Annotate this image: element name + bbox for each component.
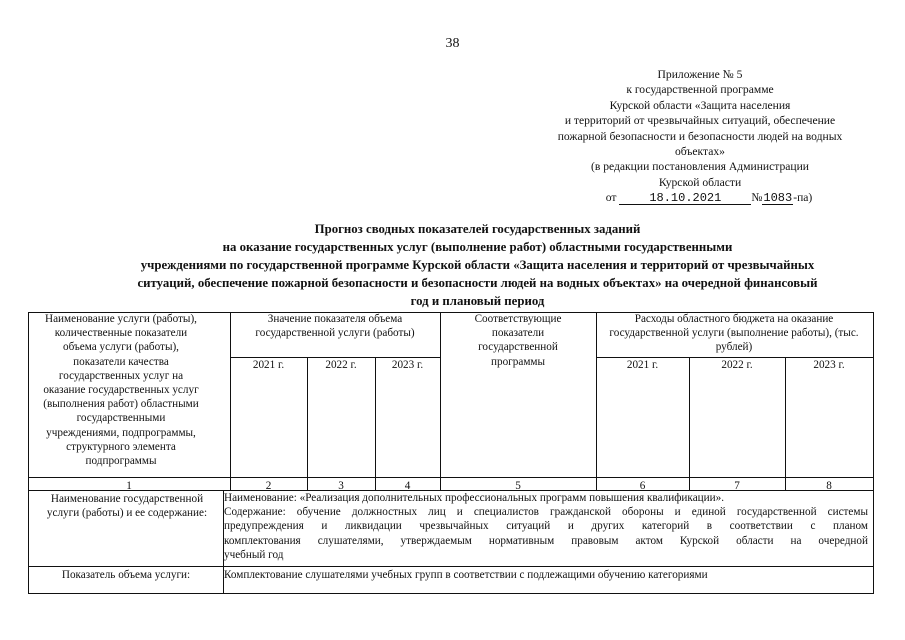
- appendix-line: (в редакции постановления Администрации: [590, 160, 810, 174]
- appendix-line: к государственной программе: [626, 83, 774, 97]
- year-2022-expenses: 2022 г.: [721, 359, 753, 371]
- header-volume-value: Значение показателя объема государственной услуги (работы): [255, 313, 415, 340]
- decree-date-line: [545, 190, 855, 205]
- col-number: 8: [826, 480, 832, 492]
- col-number: 5: [515, 480, 521, 492]
- col-number: 4: [404, 480, 411, 492]
- indicators-table: [28, 312, 874, 594]
- title-line: ситуаций, обеспечение пожарной безопасности и безопасности людей на водных объектах» на очередной финансовый: [137, 276, 818, 290]
- date-prefix: от: [605, 191, 617, 205]
- appendix-line: Курской области: [658, 175, 742, 189]
- row-service-content: [224, 491, 868, 562]
- service-content-line: комплектования слушателями, утверждаемым нормативным правовым актом Курской области на очередной: [224, 534, 868, 547]
- number-suffix: -па): [793, 191, 813, 205]
- appendix-line: и территорий от чрезвычайных ситуаций, обеспечение: [564, 114, 836, 128]
- row-volume-label: Показатель объема услуги:: [61, 569, 191, 581]
- service-content-line: предупреждения и ликвидации чрезвычайных ситуаций и других категорий в соответствии с планом: [224, 520, 868, 533]
- header-program-indicators: Соответствующие показатели государственной программы: [474, 313, 562, 368]
- appendix-line: объектах»: [675, 145, 725, 159]
- decree-number: 1083: [763, 191, 793, 206]
- title-line: год и плановый период: [410, 294, 545, 308]
- service-content-line: учебный год: [224, 548, 284, 561]
- service-name: Наименование: «Реализация дополнительных профессиональных программ повышения квалификации».: [224, 492, 725, 504]
- col-number: 6: [639, 480, 646, 492]
- col-number: 7: [734, 480, 740, 492]
- header-service-name: Наименование услуги (работы), количественные показатели объема услуги (работы), показатели качества государственных услуг на оказание государственных услуг (выполнения работ) областными государственными учреждениями, подпрограммы, структурного элемента подпрограммы: [43, 313, 199, 468]
- year-2023-expenses: 2023 г.: [813, 359, 845, 371]
- title-line: на оказание государственных услуг (выполнение работ) областными государственными: [222, 240, 733, 254]
- title-line: учреждениями по государственной программе Курской области «Защита населения и территорий от чрезвычайных: [140, 258, 815, 272]
- row-service-label: Наименование государственной услуги (работы) и ее содержание:: [46, 493, 208, 520]
- year-2022-volume: 2022 г.: [325, 359, 357, 371]
- row-volume-value: Комплектование слушателями учебных групп в соответствии с подлежащими обучению категориями: [224, 569, 708, 581]
- number-prefix: №: [751, 191, 763, 205]
- col-number: 1: [126, 480, 132, 492]
- header-budget-expenses: Расходы областного бюджета на оказание государственной услуги (выполнение работы), (тыс. рублей): [609, 313, 859, 354]
- appendix-line: пожарной безопасности и безопасности людей на водных: [557, 129, 843, 143]
- title-line: Прогноз сводных показателей государственных заданий: [314, 222, 641, 236]
- year-2023-volume: 2023 г.: [391, 359, 424, 371]
- decree-date: 18.10.2021: [619, 192, 751, 205]
- document-title: [60, 220, 895, 310]
- year-2021-volume: 2021 г.: [252, 359, 285, 371]
- appendix-header: [545, 67, 855, 206]
- col-number: 3: [338, 480, 344, 492]
- service-content-line: Содержание: обучение должностных лиц и специалистов гражданской обороны и единой государственной системы: [224, 506, 868, 519]
- appendix-line: Курской области «Защита населения: [609, 98, 791, 112]
- appendix-line: Приложение № 5: [657, 68, 743, 81]
- col-number: 2: [265, 480, 272, 492]
- year-2021-expenses: 2021 г.: [626, 359, 659, 371]
- page-number: 38: [445, 36, 460, 51]
